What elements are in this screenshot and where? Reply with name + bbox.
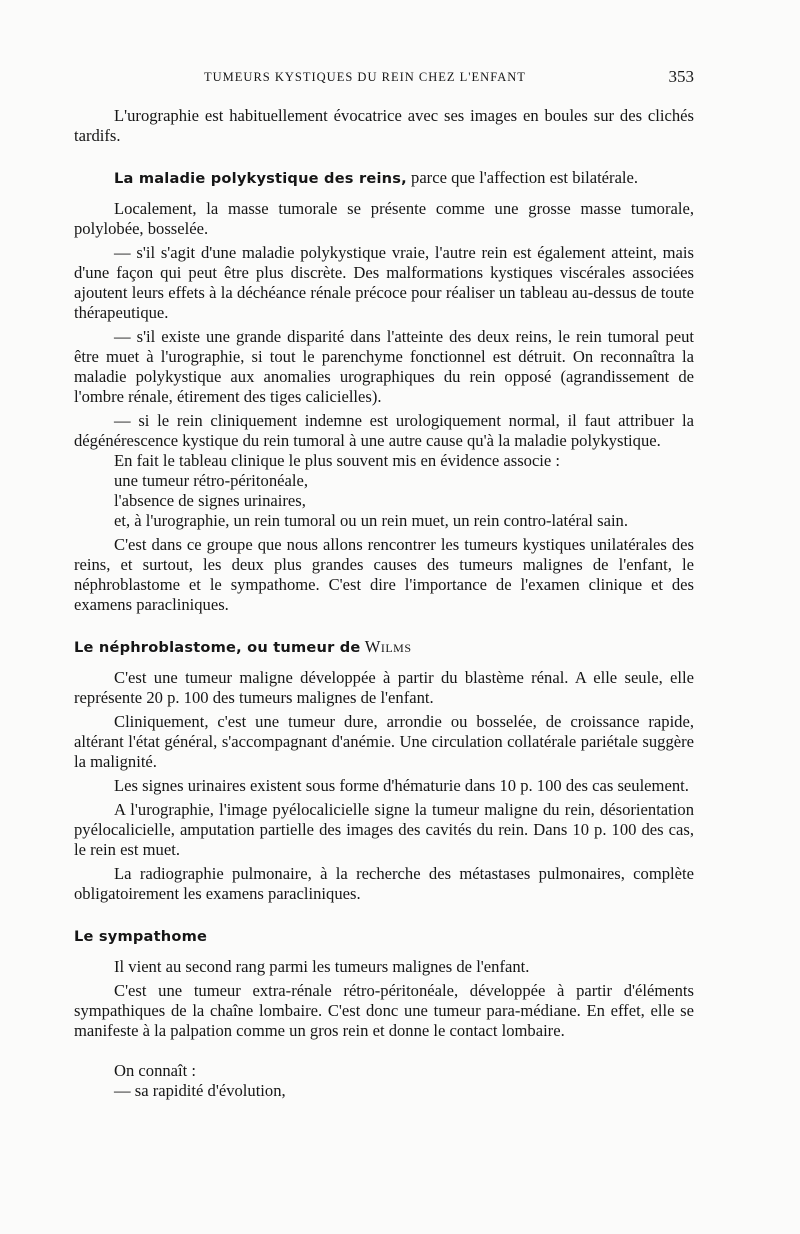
paragraph: En fait le tableau clinique le plus souvent mis en évidence associe : <box>114 451 561 470</box>
list-item-text: et, à l'urographie, un rein tumoral ou un rein muet, un rein contro-latéral sain. <box>114 511 629 530</box>
page-header <box>74 67 694 90</box>
paragraph: Il vient au second rang parmi les tumeurs malignes de l'enfant. <box>114 957 530 976</box>
page-number: 353 <box>668 67 694 86</box>
section-heading-nephroblastome <box>74 637 694 658</box>
paragraph: C'est une tumeur maligne développée à partir du blastème rénal. A elle seule, elle représente 20 p. 100 des tumeurs malignes de l'enfant. <box>74 668 694 707</box>
paragraph: — si le rein cliniquement indemne est urologiquement normal, il faut attribuer la dégénérescence kystique du rein tumoral à une autre cause qu'à la maladie polykystique. <box>74 411 694 450</box>
section-title-name: Wilms <box>364 637 412 656</box>
paragraph: L'urographie est habituellement évocatrice avec ses images en boules sur des clichés tardifs. <box>74 106 694 145</box>
paragraph: A l'urographie, l'image pyélocalicielle signe la tumeur maligne du rein, désorientation pyélocalicielle, amputation partielle des images des cavités du rein. Dans 10 p. 100 des cas, le rein est muet. <box>74 800 694 859</box>
paragraph: C'est dans ce groupe que nous allons rencontrer les tumeurs kystiques unilatérales des reins, et surtout, les deux plus grandes causes des tumeurs malignes de l'enfant, le néphroblastome et le sympathome. C'est dire l'importance de l'examen clinique et des examens paracliniques. <box>74 535 694 614</box>
running-title: TUMEURS KYSTIQUES DU REIN CHEZ L'ENFANT <box>204 70 526 84</box>
section-heading-sympathome <box>74 926 694 947</box>
list-item: — sa rapidité d'évolution, <box>114 1081 286 1100</box>
section-title-rest: parce que l'affection est bilatérale. <box>406 168 639 187</box>
paragraph: — s'il existe une grande disparité dans l'atteinte des deux reins, le rein tumoral peut être muet à l'urographie, si tout le parenchyme fonctionnel est détruit. On reconnaîtra la maladie polykystique aux anomalies urographiques du rein opposé (agrandissement de l'ombre rénale, étirement des tiges calicielles). <box>74 327 694 406</box>
page-body <box>74 106 694 1101</box>
section-title: Le sympathome <box>74 928 208 945</box>
paragraph: Localement, la masse tumorale se présente comme une grosse masse tumorale, polylobée, bosselée. <box>74 199 694 238</box>
section-heading-polykystique <box>74 168 694 189</box>
paragraph: La radiographie pulmonaire, à la recherche des métastases pulmonaires, complète obligatoirement les examens paracliniques. <box>74 864 694 903</box>
paragraph: Cliniquement, c'est une tumeur dure, arrondie ou bosselée, de croissance rapide, altérant l'état général, s'accompagnant d'anémie. Une circulation collatérale pariétale suggère la malignité. <box>74 712 694 771</box>
paragraph: C'est une tumeur extra-rénale rétro-péritonéale, développée à partir d'éléments sympathiques de la chaîne lombaire. C'est donc une tumeur para-médiane. En effet, elle se manifeste à la palpation comme un gros rein et donne le contact lombaire. <box>74 981 694 1040</box>
list-item: une tumeur rétro-péritonéale, <box>114 471 308 490</box>
section-title: Le néphroblastome, ou tumeur de <box>74 639 361 656</box>
list-item <box>74 511 694 531</box>
paragraph: Les signes urinaires existent sous forme d'hématurie dans 10 p. 100 des cas seulement. <box>114 776 689 795</box>
section-title: La maladie polykystique des reins, <box>114 170 407 187</box>
list-item: l'absence de signes urinaires, <box>114 491 306 510</box>
paragraph: On connaît : <box>114 1061 197 1080</box>
paragraph: — s'il s'agit d'une maladie polykystique vraie, l'autre rein est également atteint, mais d'une façon qui peut être plus discrète. Des malformations kystiques viscérales associées ajoutent leurs effets à la déchéance rénale précoce pour réaliser un tableau au-dessus de toute thérapeutique. <box>74 243 694 322</box>
spacer <box>74 1041 694 1061</box>
